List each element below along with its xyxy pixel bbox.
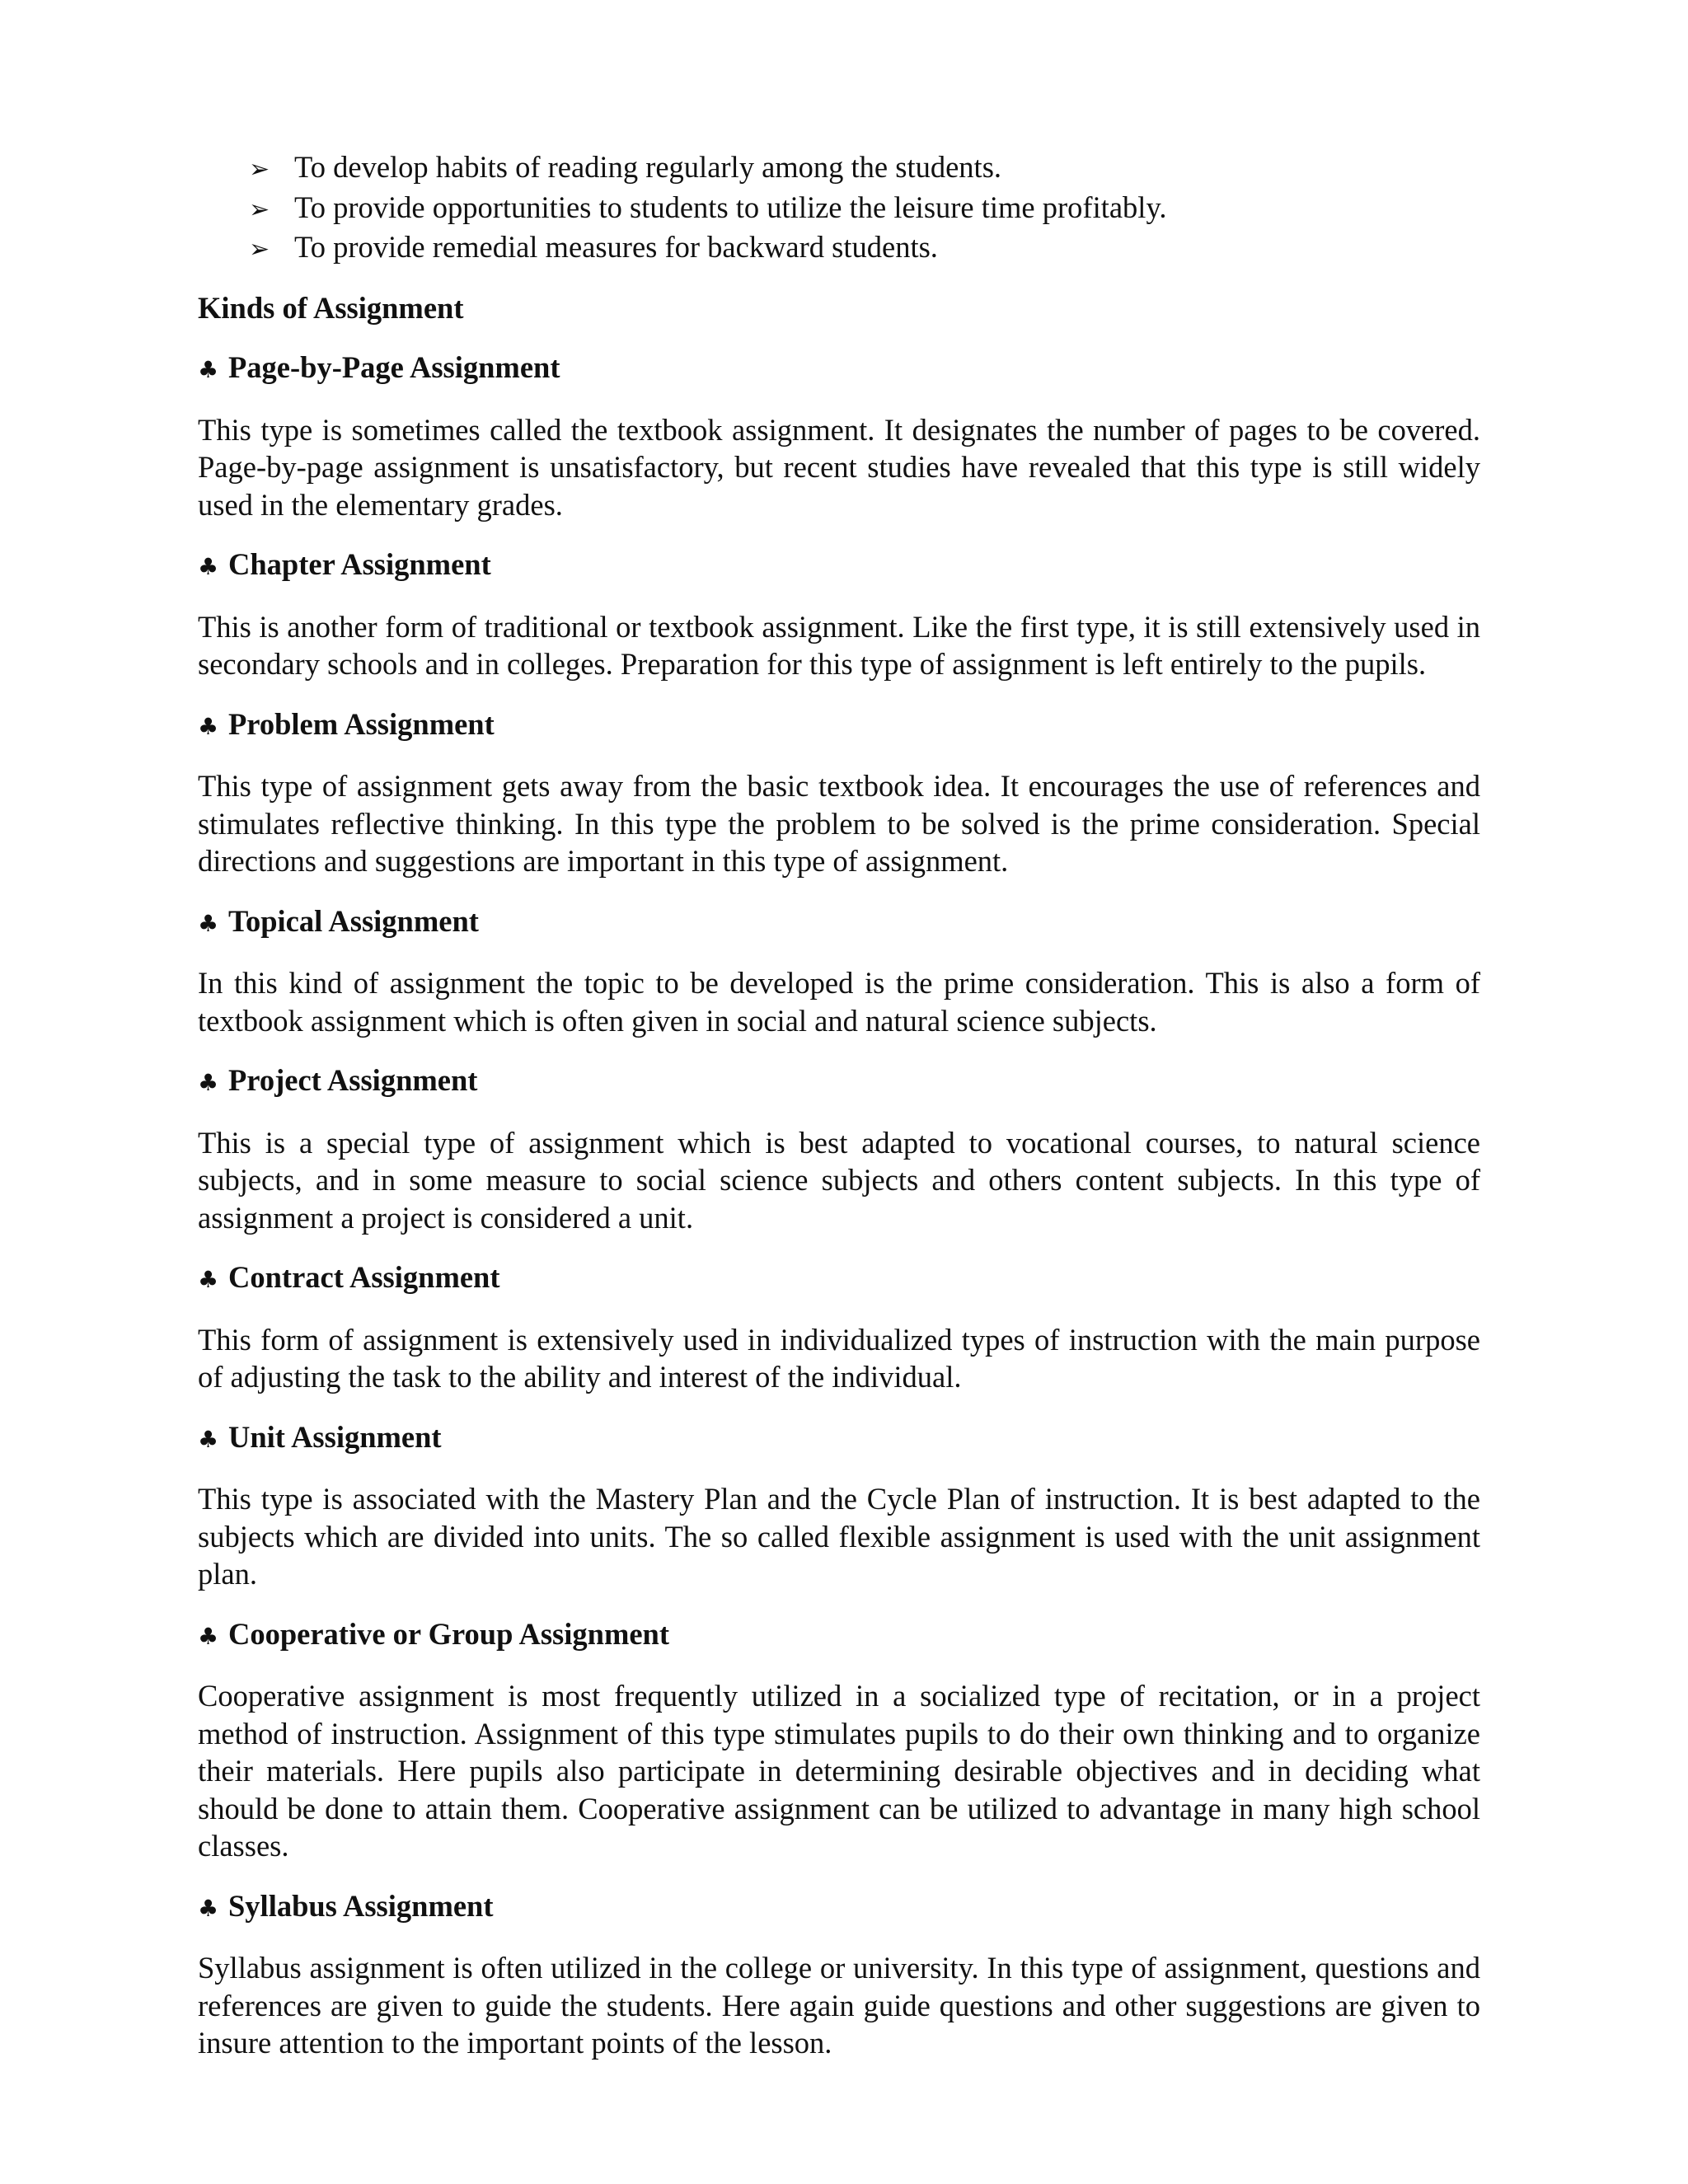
club-bullet-icon: ♣ — [198, 356, 219, 383]
subsection-title: Chapter Assignment — [228, 547, 491, 581]
club-bullet-icon: ♣ — [198, 1266, 219, 1293]
subsection-title: Unit Assignment — [228, 1419, 442, 1454]
section-heading: Kinds of Assignment — [198, 290, 464, 325]
list-item-text: To provide opportunities to students to utilize the leisure time profitably. — [294, 190, 1167, 224]
list-item-text: To provide remedial measures for backward students. — [294, 230, 938, 264]
subsection-title: Syllabus Assignment — [228, 1888, 494, 1923]
subsection-heading — [198, 349, 1480, 389]
subsection-heading — [198, 1418, 1480, 1459]
subsection-heading — [198, 1615, 1480, 1656]
club-bullet-icon: ♣ — [198, 712, 219, 740]
paragraph: This is another form of traditional or textbook assignment. Like the first type, it is still extensively used in secondary schools and in colleges. Preparation for this type of assignment is left entirely to the pupils. — [198, 609, 1480, 681]
subsection-heading — [198, 1258, 1480, 1299]
paragraph: Syllabus assignment is often utilized in the college or university. In this type of assignment, questions and references are given to guide the students. Here again guide questions and other suggestions are given to insure attention to the important points of the lesson. — [198, 1951, 1480, 2060]
list-item — [249, 228, 1480, 269]
paragraph: This is a special type of assignment which is best adapted to vocational courses, to natural science subjects, and in some measure to social science subjects and others content subjects. In this type of assignment a project is considered a unit. — [198, 1125, 1480, 1235]
subsection-title: Cooperative or Group Assignment — [228, 1616, 670, 1651]
paragraph: This type of assignment gets away from the basic textbook idea. It encourages the use of references and stimulates reflective thinking. In this type the problem to be solved is the prime consideration. Special directions and suggestions are important in this type of assignment. — [198, 769, 1480, 878]
list-item — [249, 189, 1480, 229]
subsection-title: Page-by-Page Assignment — [228, 350, 560, 384]
paragraph: This type is sometimes called the textbook assignment. It designates the number of pages to be covered. Page-by-page assignment is unsatisfactory, but recent studies have revealed that this type is still widely used in the elementary grades. — [198, 412, 1480, 522]
club-bullet-icon: ♣ — [198, 1425, 219, 1453]
subsection-heading — [198, 546, 1480, 586]
list-item — [249, 148, 1480, 189]
club-bullet-icon: ♣ — [198, 909, 219, 937]
paragraph: This type is associated with the Mastery Plan and the Cycle Plan of instruction. It is best adapted to the subjects which are divided into units. The so called flexible assignment is used with the unit assignment plan. — [198, 1482, 1480, 1591]
subsection-heading — [198, 902, 1480, 943]
club-bullet-icon: ♣ — [198, 553, 219, 580]
subsection-title: Problem Assignment — [228, 706, 495, 741]
arrow-bullet-icon: ➢ — [249, 235, 270, 264]
subsection-heading — [198, 1062, 1480, 1102]
document-page — [198, 148, 1480, 2062]
subsection-heading — [198, 1887, 1480, 1928]
arrow-bullet-icon: ➢ — [249, 194, 270, 224]
objectives-list — [198, 148, 1480, 269]
paragraph: Cooperative assignment is most frequently utilized in a socialized type of recitation, or in a project method of instruction. Assignment of this type stimulates pupils to do their own thinking and to organize their materials. Here pupils also participate in determining desirable objectives and in deciding what should be done to attain them. Cooperative assignment can be utilized to advantage in many high school classes. — [198, 1679, 1480, 1863]
subsection-title: Contract Assignment — [228, 1260, 500, 1294]
club-bullet-icon: ♣ — [198, 1622, 219, 1650]
list-item-text: To develop habits of reading regularly among the students. — [294, 150, 1002, 184]
paragraph: In this kind of assignment the topic to be developed is the prime consideration. This is also a form of textbook assignment which is often given in social and natural science subjects. — [198, 966, 1480, 1038]
subsection-title: Topical Assignment — [228, 903, 479, 938]
club-bullet-icon: ♣ — [198, 1069, 219, 1096]
paragraph: This form of assignment is extensively used in individualized types of instruction with the main purpose of adjusting the task to the ability and interest of the individual. — [198, 1322, 1480, 1394]
subsection-heading — [198, 705, 1480, 746]
subsection-title: Project Assignment — [228, 1063, 478, 1097]
arrow-bullet-icon: ➢ — [249, 155, 270, 184]
club-bullet-icon: ♣ — [198, 1894, 219, 1922]
